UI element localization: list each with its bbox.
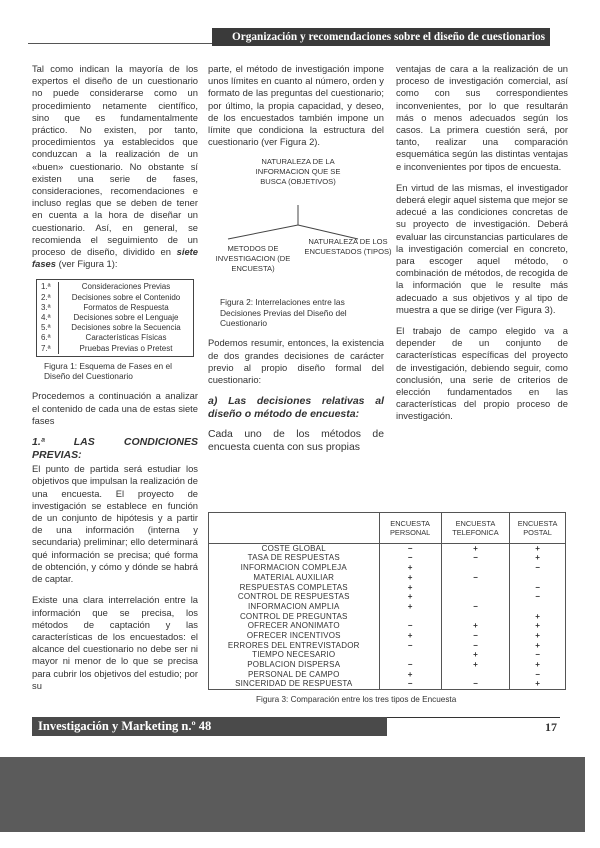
diagram-node-information: NATURALEZA DE LA INFORMACION QUE SE BUSCA (OBJETIVOS) — [255, 157, 341, 187]
journal-footer: Investigación y Marketing n.º 48 — [32, 717, 387, 736]
rating-cell: − — [441, 573, 509, 583]
figure-1-phases-table — [36, 279, 194, 356]
page-number: 17 — [545, 720, 557, 734]
rating-cell: − — [441, 640, 509, 650]
rating-cell: + — [441, 543, 509, 553]
paragraph: Procedemos a continuación a analizar el contenido de cada una de estas siete fases — [32, 390, 198, 426]
phase-label: Consideraciones Previas — [81, 282, 171, 292]
rating-cell: + — [379, 563, 441, 573]
diagram-node-methods: METODOS DE INVESTIGACION (DE ENCUESTA) — [215, 244, 291, 274]
rating-cell: + — [379, 631, 441, 641]
rating-cell: − — [379, 679, 441, 689]
rating-cell: + — [510, 640, 565, 650]
column-1 — [32, 63, 198, 701]
table-row — [209, 621, 565, 631]
rating-cell: − — [441, 679, 509, 689]
paragraph: El trabajo de campo elegido va a depender de un conjunto de características específicas del proyecto de investigación, debiendo seguir, como conclusión, una serie de criterios de elección fundamentados en las características del propio proceso de investigación. — [396, 325, 568, 422]
table-row — [209, 563, 565, 573]
rating-cell: + — [441, 621, 509, 631]
table-row — [209, 553, 565, 563]
table-row — [209, 650, 565, 660]
rating-cell: − — [510, 563, 565, 573]
column-header: ENCUESTA PERSONAL — [379, 513, 441, 543]
criterion-label: POBLACION DISPERSA — [247, 660, 341, 670]
rating-cell — [441, 592, 509, 602]
header-row — [209, 513, 565, 543]
column-header: ENCUESTA POSTAL — [510, 513, 565, 543]
rating-cell: + — [510, 679, 565, 689]
figure-3-comparison-table — [208, 512, 566, 690]
rating-cell — [441, 669, 509, 679]
figure-2-diagram — [208, 157, 392, 297]
table-row — [209, 573, 565, 583]
rating-cell: − — [441, 602, 509, 612]
rating-cell — [379, 650, 441, 660]
rating-cell: − — [379, 543, 441, 553]
criterion-label: PERSONAL DE CAMPO — [247, 669, 340, 679]
criterion-label: OFRECER ANONIMATO — [247, 621, 340, 631]
phase-label: Decisiones sobre la Secuencia — [71, 323, 181, 333]
rating-cell: − — [379, 621, 441, 631]
phase-number: 5.ª — [37, 323, 59, 333]
rating-cell — [441, 563, 509, 573]
table-row — [209, 611, 565, 621]
footer-rule — [387, 717, 560, 718]
rating-cell: − — [379, 553, 441, 563]
rating-cell: + — [510, 631, 565, 641]
criterion-label: COSTE GLOBAL — [261, 543, 326, 553]
rating-cell: + — [379, 592, 441, 602]
paragraph: ventajas de cara a la realización de un proceso de investigación comercial, así como con sus correspondientes inconvenientes, por lo que resultarán más o menos adecuados según los casos. La primera cuestión será, por tanto, realizar una comparación esquemática según las distintas ventajas e inconvenientes por tipos de encuesta. — [396, 63, 568, 172]
criterion-label: MATERIAL AUXILIAR — [253, 572, 335, 582]
table-row — [209, 592, 565, 602]
criterion-label: CONTROL DE PREGUNTAS — [239, 611, 348, 621]
paragraph: Cada uno de los métodos de encuesta cuenta con sus propias — [208, 429, 384, 453]
phase-number: 1.ª — [37, 282, 59, 292]
intro-text-end: (ver Figura 1): — [55, 258, 118, 270]
rating-cell: + — [510, 543, 565, 553]
table-row — [209, 640, 565, 650]
phase-label: Decisiones sobre el Lenguaje — [73, 313, 179, 323]
rating-cell: − — [441, 553, 509, 563]
rating-cell — [441, 611, 509, 621]
paragraph: En virtud de las mismas, el investigador deberá elegir aquel sistema que mejor se adecué a las condiciones concretas de su proyecto de investigación. Deberá evaluar las circunstancias particulares de la investigación comercial en concreto, para escoger aquel método, o combinación de métodos, de recogida de la información que le resulte más adecuado a sus objetivos y al tipo de muestra a que se dirige (ver Figura 3). — [396, 181, 568, 315]
rating-cell: + — [379, 582, 441, 592]
rating-cell: − — [510, 582, 565, 592]
column-2 — [208, 63, 392, 464]
rating-cell: + — [510, 553, 565, 563]
column-3 — [396, 63, 568, 432]
criterion-label: INFORMACION AMPLIA — [247, 601, 340, 611]
section-heading: 1.ª LAS CONDICIONES PREVIAS: — [32, 436, 198, 461]
table-row — [209, 543, 565, 553]
rating-cell: − — [379, 640, 441, 650]
criterion-label: ERRORES DEL ENTREVISTADOR — [227, 640, 360, 650]
subsection-heading: a) Las decisiones relativas al diseño o método de encuesta: — [208, 395, 384, 420]
column-header: ENCUESTA TELEFONICA — [441, 513, 509, 543]
rating-cell: − — [510, 650, 565, 660]
header-rule — [28, 43, 213, 44]
phase-number: 4.ª — [37, 313, 59, 323]
scan-dark-band — [0, 757, 585, 832]
criterion-label: TIEMPO NECESARIO — [252, 650, 336, 660]
phase-number: 7.ª — [37, 344, 59, 354]
phase-number: 6.ª — [37, 333, 59, 343]
phase-number: 3.ª — [37, 303, 59, 313]
rating-cell: + — [379, 573, 441, 583]
intro-paragraph — [32, 63, 198, 270]
phase-label: Formatos de Respuesta — [83, 302, 169, 312]
table-row — [209, 582, 565, 592]
rating-cell: + — [510, 611, 565, 621]
rating-cell: + — [441, 660, 509, 670]
diagram-node-respondents: NATURALEZA DE LOS ENCUESTADOS (TIPOS) — [304, 237, 392, 257]
criterion-label: OFRECER INCENTIVOS — [246, 630, 341, 640]
table-row — [209, 660, 565, 670]
rating-cell: + — [510, 660, 565, 670]
paragraph: Podemos resumir, entonces, la existencia de dos grandes decisiones de carácter previo al propio diseño formal del cuestionario: — [208, 337, 384, 385]
table-row — [209, 679, 565, 689]
paragraph: parte, el método de investigación impone unos límites en cuanto al número, orden y formato de las preguntas del cuestionario; por último, la propia capacidad, y deseo, de los encuestados también impone un límite que condiciona la estructura del cuestionario (ver Figura 2). — [208, 63, 384, 148]
rating-cell: − — [510, 592, 565, 602]
criterion-label: RESPUESTAS COMPLETAS — [239, 582, 348, 592]
figure-1-caption: Figura 1: Esquema de Fases en el Diseño del Cuestionario — [44, 360, 173, 382]
rating-cell: − — [379, 660, 441, 670]
table-row — [209, 631, 565, 641]
phase-number: 2.ª — [37, 293, 59, 303]
figure-3-caption: Figura 3: Comparación entre los tres tipos de Encuesta — [256, 695, 457, 704]
table-row — [209, 669, 565, 679]
rating-cell — [510, 602, 565, 612]
rating-cell: + — [510, 621, 565, 631]
rating-cell: − — [441, 631, 509, 641]
phase-label: Pruebas Previas o Pretest — [79, 343, 173, 353]
paragraph: Existe una clara interrelación entre la información que se precisa, los métodos de captación y las características de los encuestados: el alcance del cuestionario no debe ser ni mayor ni menor de lo que se precisa para cubrir los objetivos del estudio; por su — [32, 594, 198, 691]
phase-label: Decisiones sobre el Contenido — [71, 292, 181, 302]
paragraph: El punto de partida será estudiar los objetivos que impulsan la realización de una encuesta. El proyecto de investigación se establece en función de un conjunto de hipótesis y a partir de una información (interna y secundaria) preliminar; ello determinará qué información se precisa; qué forma de obtención, y cómo y dónde se habrá de captar. — [32, 463, 198, 585]
phase-label: Características Físicas — [85, 333, 167, 343]
table-row — [209, 602, 565, 612]
criterion-label: INFORMACION COMPLEJA — [240, 563, 347, 573]
running-header: Organización y recomendaciones sobre el diseño de cuestionarios — [212, 28, 550, 46]
criterion-label: SINCERIDAD DE RESPUESTA — [235, 679, 353, 689]
rating-cell — [510, 573, 565, 583]
rating-cell: + — [379, 669, 441, 679]
rating-cell — [441, 582, 509, 592]
emphasis-text: siete fases — [32, 246, 198, 270]
rating-cell: + — [379, 602, 441, 612]
rating-cell — [379, 611, 441, 621]
intro-text: Tal como indican la mayoría de los expertos el diseño de un cuestionario no puede considerarse como un procedimiento netamente científico, sino que es fundamentalmente práctico. No existen, por tanto, procedimientos ya establecidos que conduzcan a la realización de un «buen» cuestionario. No obstante sí existen una serie de fases, consideraciones, recomendaciones e incluso reglas que se deben de tener en cuenta a la hora de diseñar un cuestionario. Así, en general, se recomienda el seguimiento de un proceso de diseño, dividido en — [32, 63, 198, 258]
rating-cell: − — [510, 669, 565, 679]
criterion-label: TASA DE RESPUESTAS — [247, 553, 340, 563]
criterion-label: CONTROL DE RESPUESTAS — [237, 592, 350, 602]
rating-cell: + — [441, 650, 509, 660]
figure-2-caption: Figura 2: Interrelaciones entre las Decisiones Previas del Diseño del Cuestionario — [220, 297, 347, 329]
column-header — [209, 513, 379, 543]
